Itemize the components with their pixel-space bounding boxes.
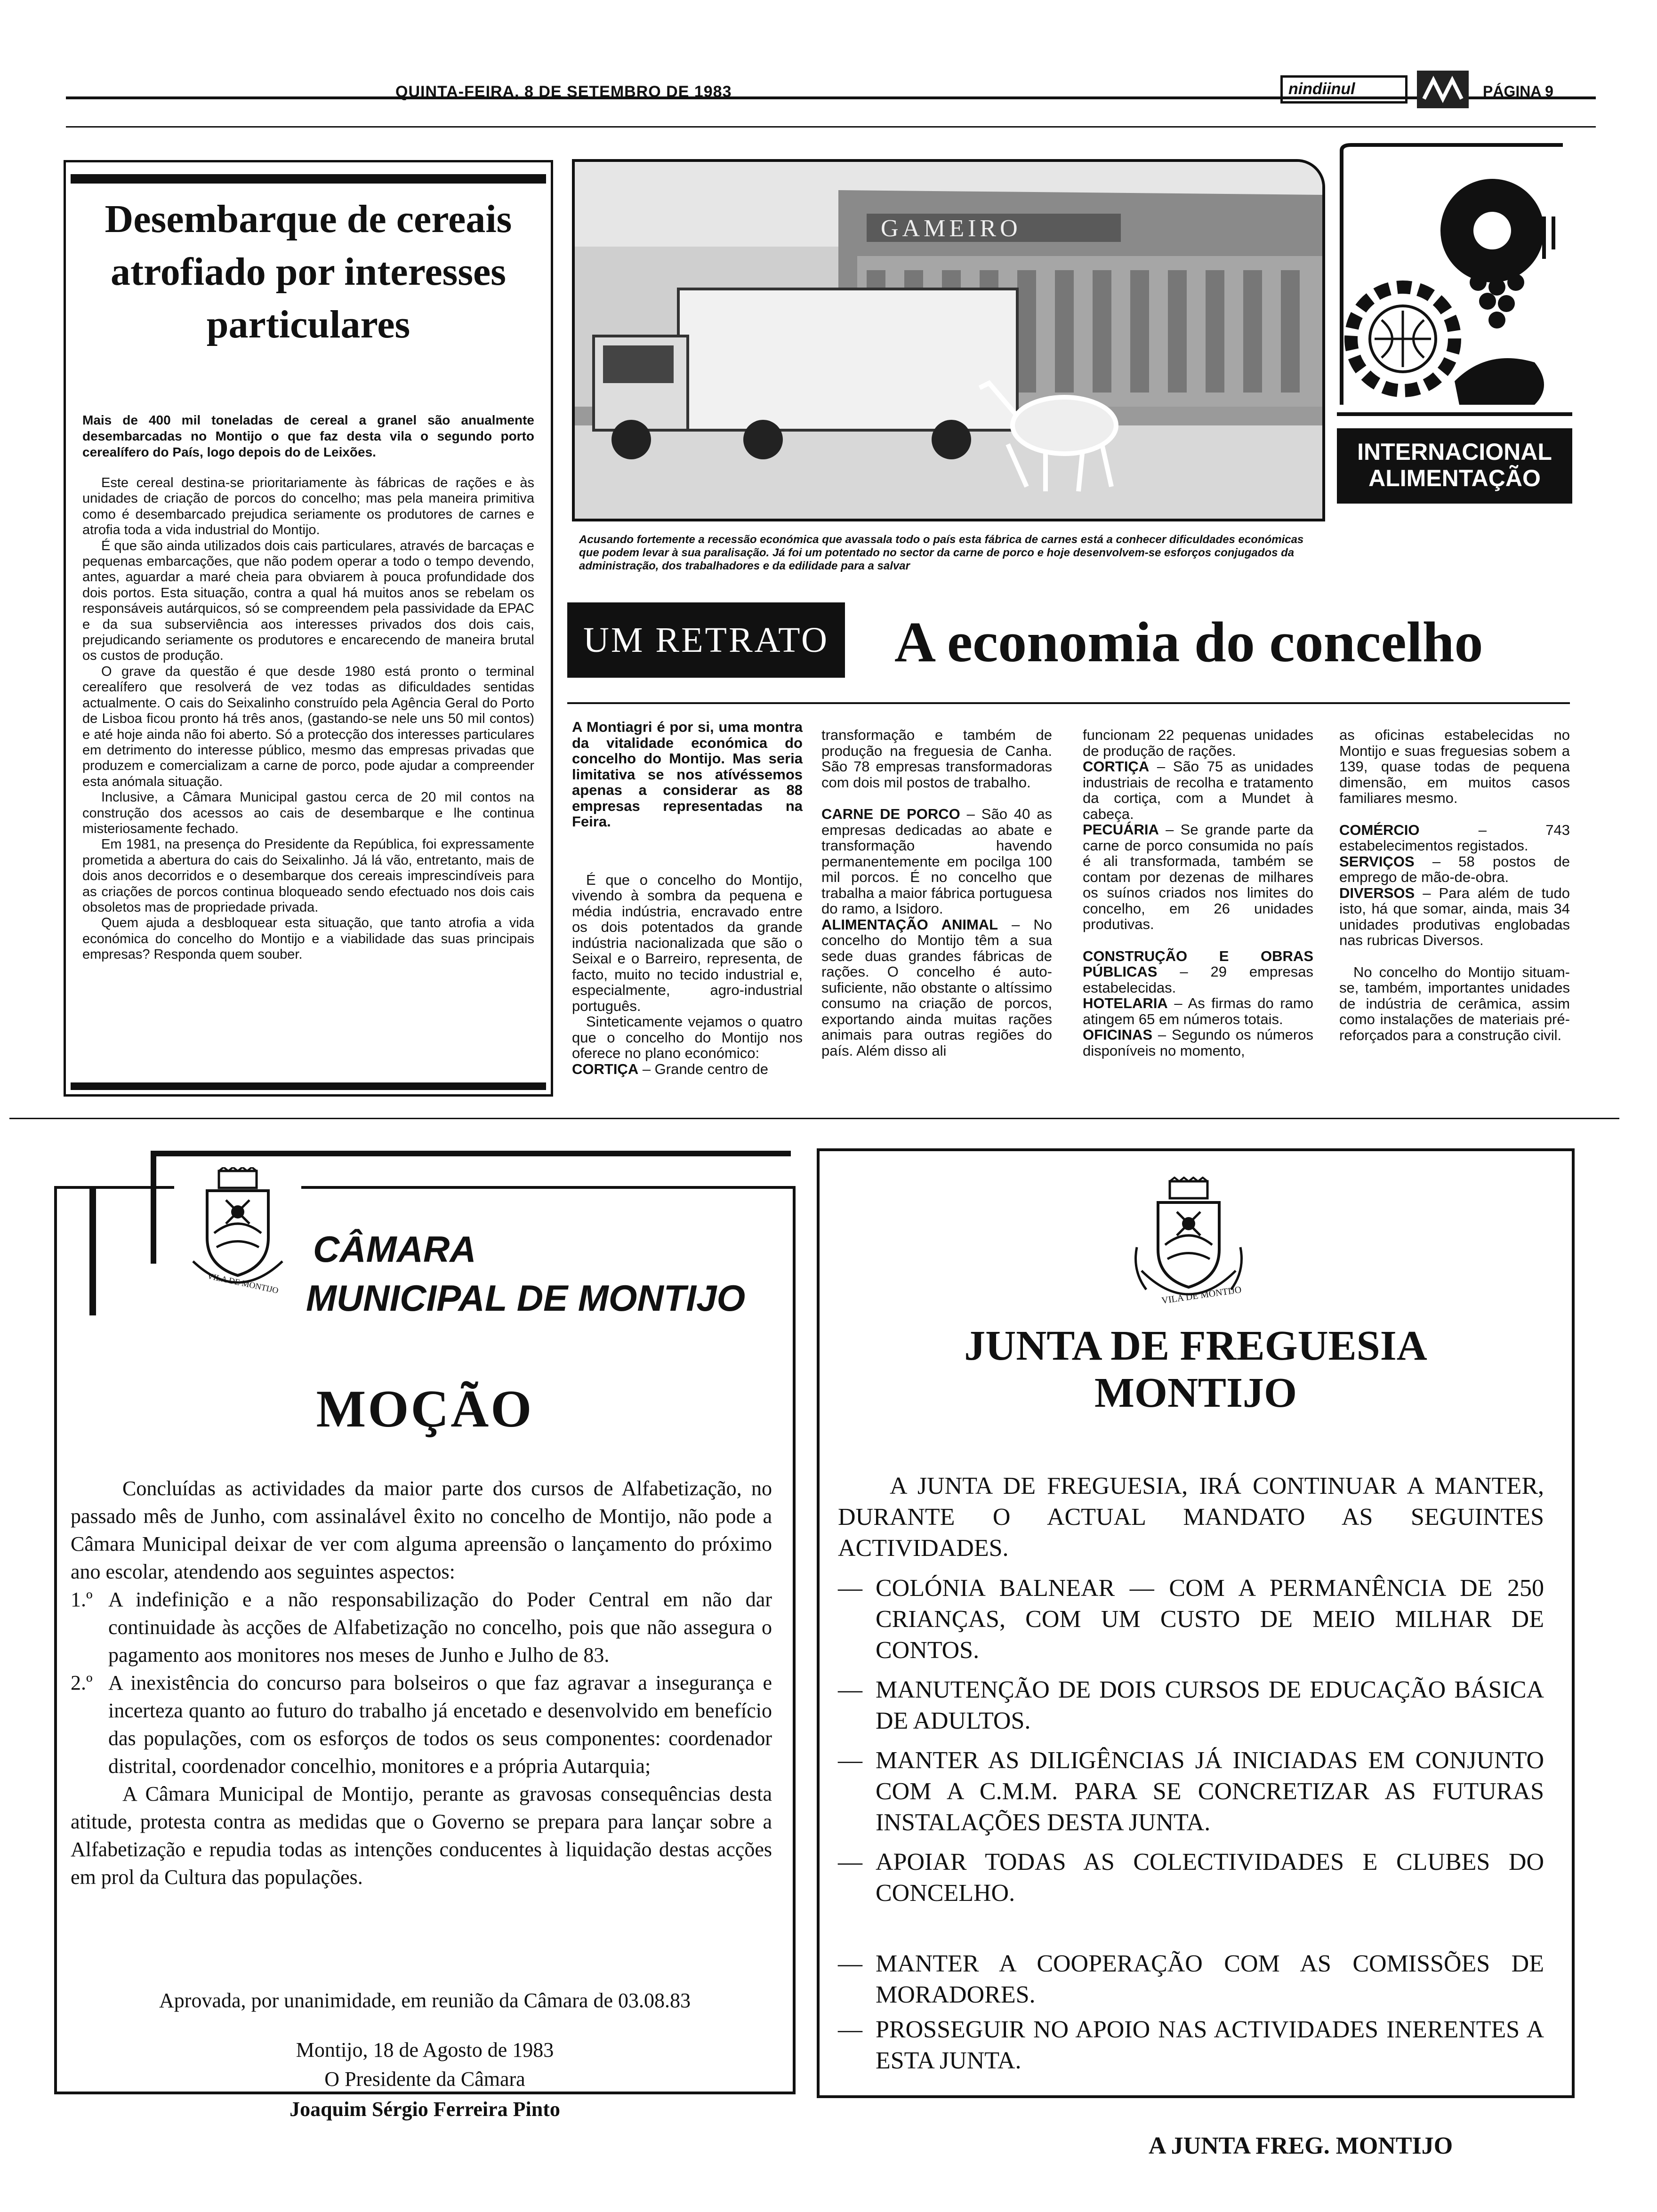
mocao-item-number: 2.º bbox=[71, 1671, 93, 1694]
entry-label: PECUÁRIA bbox=[1083, 821, 1159, 838]
entry-text: – 743 estabelecimentos registados. bbox=[1339, 821, 1570, 854]
mocao-item bbox=[71, 1586, 772, 1669]
economy-column-1 bbox=[572, 719, 803, 1077]
camara-frame-bar bbox=[151, 1151, 791, 1156]
article-top-bar bbox=[71, 174, 546, 184]
article-lead: Mais de 400 mil toneladas de cereal a granel são anualmente desembarcadas no Montijo o que faz desta vila o segundo porto cerealífero do País, logo depois do de Leixões. bbox=[82, 413, 534, 459]
entry-label: COMÉRCIO bbox=[1339, 821, 1420, 838]
entry-label: ALIMENTAÇÃO ANIMAL bbox=[821, 916, 998, 933]
article-paragraph: O grave da questão é que desde 1980 está pronto o terminal cerealífero que resolverá de vez todas as dificuldades sentidas actualmente. O cais do Seixalinho construído pela Agência Geral do Porto de Lisboa ficou pronto há três anos, (gastando-se nele uns 50 mil contos) e até hoje ainda não foi aberto. Só a protecção dos interesses particulares em detrimento do interesse público, mesmo das empresas privadas que produzem e comercializam a carne de porco, pode ajudar a compreender esta anómala situação. bbox=[82, 664, 534, 789]
junta-list-item bbox=[838, 1573, 1544, 1666]
entry-text: – São 40 as empresas dedicadas ao abate e transformação havendo permanentemente em pocilga 100 mil porcos. É no concelho que trabalha a maior fábrica portuguesa do ramo, a Isidoro. bbox=[821, 806, 1052, 917]
entry-text: – No concelho do Montijo têm a sua sede duas grandes fábricas de rações. O concelho é auto-suficiente, não obstante o altíssimo consumo na criação de porcos, exportando ainda muitas rações animais para outras regiões do país. Além disso ali bbox=[821, 916, 1052, 1059]
economy-paragraph: No concelho do Montijo situam-se, também, importantes unidades de indústria de cerâmica, assim como instalações de materiais pré-reforçados para a construção civil. bbox=[1339, 963, 1570, 1043]
entry-label: CORTIÇA bbox=[1083, 758, 1150, 775]
economy-entry bbox=[572, 1061, 803, 1077]
entry-label: HOTELARIA bbox=[1083, 995, 1168, 1011]
list-dash: — bbox=[838, 1849, 862, 1875]
list-dash: — bbox=[838, 1950, 862, 1977]
entry-text: – 58 postos de emprego de mão-de-obra. bbox=[1339, 853, 1570, 885]
economy-entry bbox=[1083, 948, 1313, 996]
list-dash: — bbox=[838, 2016, 862, 2043]
entry-text: – Grande centro de bbox=[638, 1060, 768, 1077]
header-date: QUINTA-FEIRA, 8 DE SETEMBRO DE 1983 bbox=[395, 83, 732, 101]
crest-motto: VILA DE MONTIJO bbox=[206, 1271, 280, 1294]
fair-label-line2: ALIMENTAÇÃO bbox=[1368, 465, 1541, 491]
economy-paragraph: funcionam 22 pequenas unidades de produção de rações. bbox=[1083, 727, 1313, 759]
junta-title-line1: JUNTA DE FREGUESIA bbox=[964, 1322, 1427, 1369]
factory-photo bbox=[572, 159, 1325, 521]
junta-item-text: APOIAR TODAS AS COLECTIVIDADES E CLUBES DO CONCELHO. bbox=[876, 1849, 1544, 1907]
economy-entry bbox=[1339, 854, 1570, 885]
masthead-logo: nindiinul bbox=[1280, 75, 1408, 104]
junta-item-text: MANTER AS DILIGÊNCIAS JÁ INICIADAS EM CONJUNTO COM A C.M.M. PARA SE CONCRETIZAR AS FUTURAS INSTALAÇÕES DESTA JUNTA. bbox=[876, 1747, 1544, 1836]
economy-entry bbox=[821, 917, 1052, 1059]
entry-text: – 29 empresas estabelecidas. bbox=[1083, 963, 1313, 996]
economy-entry bbox=[1083, 1027, 1313, 1058]
entry-label: CONSTRUÇÃO E OBRAS PÚBLICAS bbox=[1083, 947, 1313, 980]
article-paragraph: Este cereal destina-se prioritariamente às fábricas de rações e às unidades de criação de porcos do concelho; mas pela maneira primitiva como é desembarcado prejudica seriamente os produtores de carnes e atrofia toda a vida industrial do Montijo. bbox=[82, 475, 534, 538]
article-bottom-bar bbox=[71, 1082, 546, 1090]
factory-sign: GAMEIRO bbox=[881, 215, 1022, 242]
entry-text: – Para além de tudo isto, há que somar, ainda, mais 34 unidades produtivas englobadas nas rubricas Diversos. bbox=[1339, 884, 1570, 948]
economy-entry bbox=[1083, 995, 1313, 1027]
camara-frame-bracket bbox=[89, 1188, 96, 1315]
economy-entry bbox=[1339, 822, 1570, 854]
economy-paragraph: transformação e também de produção na freguesia de Canha. São 78 empresas transformadoras com dois mil postos de trabalho. bbox=[821, 727, 1052, 791]
camara-frame-bar bbox=[151, 1151, 156, 1264]
mocao-item bbox=[71, 1669, 772, 1780]
junta-signature: A JUNTA FREG. MONTIJO bbox=[1149, 2132, 1453, 2159]
mocao-item-text: A indefinição e a não responsabilização do Poder Central em não dar continuidade às acções de Alfabetização no concelho, pois que não assegura o pagamento aos monitores nos meses de Junho e Julho de 83. bbox=[108, 1588, 772, 1667]
article-paragraph: Em 1981, na presença do Presidente da República, foi expressamente prometida a abertura do cais do Seixalinho. Já lá vão, entretanto, mais de dois anos decorridos e o desembarque dos cereais imprescindíveis para as criações de porcos continua bloqueado sendo efectuado nos dois cais obsoletos mas de propriedade privada. bbox=[82, 837, 534, 915]
entry-label: OFICINAS bbox=[1083, 1026, 1153, 1043]
list-dash: — bbox=[838, 1747, 862, 1774]
entry-label: DIVERSOS bbox=[1339, 884, 1415, 901]
economy-column-4 bbox=[1339, 727, 1570, 1043]
junta-list-item bbox=[838, 1948, 1544, 2011]
economy-entry bbox=[1083, 759, 1313, 822]
economy-entry bbox=[821, 806, 1052, 917]
junta-intro: A JUNTA DE FREGUESIA, IRÁ CONTINUAR A MANTER, DURANTE O ACTUAL MANDATO AS SEGUINTES ACTIVIDADES. bbox=[838, 1473, 1544, 1562]
entry-label: CARNE DE PORCO bbox=[821, 806, 960, 822]
junta-list-item bbox=[838, 1847, 1544, 1909]
crest-motto: VILA DE MONTIJO bbox=[1161, 1284, 1242, 1306]
entry-text: – Segundo os números disponíveis no momento, bbox=[1083, 1026, 1313, 1059]
article-paragraph: Quem ajuda a desbloquear esta situação, que tanto atrofia a vida económica do concelho do Montijo e a viabilidade das suas principais empresas? Responda quem souber. bbox=[82, 915, 534, 962]
camara-subtitle: MUNICIPAL DE MONTIJO bbox=[306, 1277, 746, 1319]
entry-label: CORTIÇA bbox=[572, 1060, 639, 1077]
junta-list-item bbox=[838, 1675, 1544, 1737]
camara-title: CÂMARA bbox=[313, 1228, 476, 1270]
section-title: A economia do concelho bbox=[894, 610, 1483, 674]
junta-item-text: MANUTENÇÃO DE DOIS CURSOS DE EDUCAÇÃO BÁSICA DE ADULTOS. bbox=[876, 1676, 1544, 1734]
fair-label bbox=[1337, 428, 1572, 504]
entry-label: SERVIÇOS bbox=[1339, 853, 1415, 870]
mocao-item-number: 1.º bbox=[71, 1588, 93, 1611]
junta-title-line2: MONTIJO bbox=[1094, 1370, 1297, 1416]
junta-crest-icon bbox=[1118, 1177, 1259, 1313]
economy-entry bbox=[1083, 822, 1313, 932]
article-paragraph: Inclusive, a Câmara Municipal gastou cerca de 20 mil contos na construção dos acessos ao cais de desembarque e lhe continua misteriosamente fechado. bbox=[82, 790, 534, 836]
masthead-mark-icon bbox=[1417, 71, 1469, 108]
entry-text: – São 75 as unidades industriais de recolha e tratamento da cortiça, com a Mundet à cabeça. bbox=[1083, 758, 1313, 822]
section-rule bbox=[567, 702, 1570, 704]
mocao-body bbox=[71, 1475, 772, 1891]
junta-item-text: PROSSEGUIR NO APOIO NAS ACTIVIDADES INERENTES A ESTA JUNTA. bbox=[876, 2016, 1544, 2074]
mocao-closing: A Câmara Municipal de Montijo, perante as gravosas consequências desta atitude, protesta contra as medidas que o Governo se prepara para lançar sobre a Alfabetização e repudia todas as intenções conducentes à liquidação destas acções em prol da Cultura das populações. bbox=[71, 1782, 772, 1889]
junta-list-item bbox=[838, 2014, 1544, 2076]
economy-paragraph: as oficinas estabelecidas no Montijo e suas freguesias sobem a 139, quase todas de pequena dimensão, em muitos casos familiares mesmo. bbox=[1339, 727, 1570, 806]
section-kicker: UM RETRATO bbox=[567, 602, 845, 678]
economy-paragraph: Sinteticamente vejamos o quatro que o concelho do Montijo nos oferece no plano económico: bbox=[572, 1013, 803, 1061]
fair-label-line1: INTERNACIONAL bbox=[1357, 439, 1552, 465]
junta-item-text: MANTER A COOPERAÇÃO COM AS COMISSÕES DE MORADORES. bbox=[876, 1950, 1544, 2008]
economy-column-2 bbox=[821, 727, 1052, 1058]
list-dash: — bbox=[838, 1575, 862, 1602]
mocao-signer-role: O Presidente da Câmara bbox=[324, 2068, 525, 2091]
mocao-heading: MOÇÃO bbox=[316, 1380, 534, 1438]
junta-list-item bbox=[838, 1745, 1544, 1838]
mocao-intro: Concluídas as actividades da maior parte dos cursos de Alfabetização, no passado mês de Junho, com assinalável êxito no concelho de Montijo, não pode a Câmara Municipal deixar de ver com alguma apreensão o lançamento do próximo ano escolar, atendendo aos seguintes aspectos: bbox=[71, 1477, 772, 1583]
entry-text: – As firmas do ramo atingem 65 em números totais. bbox=[1083, 995, 1313, 1027]
economy-column-3 bbox=[1083, 727, 1313, 1058]
page-divider bbox=[9, 1118, 1619, 1119]
economy-paragraph: É que o concelho do Montijo, vivendo à sombra da pequena e média indústria, encravado entre os dois potentados da grande indústria nacionalizada que são o Seixal e o Barreiro, representa, de facto, muito no tecido industrial e, especialmente, agro-industrial português. bbox=[572, 871, 803, 1014]
photo-caption: Acusando fortemente a recessão económica que avassala todo o país esta fábrica de carnes está a conhecer dificuldades económicas que podem levar à sua paralisação. Já foi um potentado no sector da carne de porco e hoje desenvolvem-se esforços conjugados da administração, dos trabalhadores e da edilidade para a salvar bbox=[579, 533, 1304, 572]
article-paragraph: É que são ainda utilizados dois cais particulares, através de barcaças e pequenas embarcações, que não podem operar a todo o tempo devendo, antes, aguardar a maré cheia para obviarem à pouca profundidade dos dois portos. Esta situação, contra a qual há muitos anos se rebelam os responsáveis autárquicos, só se compreendem pela passividade da EPAC e da sua subserviência aos interesses privados dos dois cais, prejudicando seriamente os produtores e encarecendo de maneira brutal os custos de produção. bbox=[82, 538, 534, 664]
entry-text: – Se grande parte da carne de porco consumida no país é ali transformada, também se contam por dezenas de milhares os suínos criados nos limites do concelho, em 26 unidades produtivas. bbox=[1083, 821, 1313, 932]
junta-title bbox=[817, 1322, 1575, 1417]
junta-item-text: COLÓNIA BALNEAR — COM A PERMANÊNCIA DE 250 CRIANÇAS, COM UM CUSTO DE MEIO MILHAR DE CONTOS. bbox=[876, 1575, 1544, 1664]
article-title: Desembarque de cereais atrofiado por interesses particulares bbox=[105, 197, 512, 346]
mocao-signer-name: Joaquim Sérgio Ferreira Pinto bbox=[290, 2098, 560, 2121]
mocao-place-date: Montijo, 18 de Agosto de 1983 bbox=[296, 2038, 554, 2061]
camara-crest-icon bbox=[174, 1167, 301, 1294]
list-dash: — bbox=[838, 1676, 862, 1703]
page-number: PÁGINA 9 bbox=[1483, 83, 1553, 100]
mocao-approval: Aprovada, por unanimidade, em reunião da Câmara de 03.08.83 bbox=[159, 1989, 691, 2012]
article-body bbox=[82, 475, 534, 963]
economy-lead: A Montiagri é por si, uma montra da vitalidade económica do concelho do Montijo. Mas seria limitativa se nos atívéssemos apenas a considerar as 88 empresas representadas na Feira. bbox=[572, 719, 803, 830]
mocao-item-text: A inexistência do concurso para bolseiros o que faz agravar a insegurança e incerteza quanto ao futuro do trabalho já encetado e desenvolvido em benefício das populações, com os esforços de todos os seus componentes: coordenador distrital, coordenador concelhio, monitores e a própria Autarquia; bbox=[108, 1671, 772, 1778]
header-rule-bottom bbox=[66, 126, 1596, 128]
economy-entry bbox=[1339, 885, 1570, 948]
